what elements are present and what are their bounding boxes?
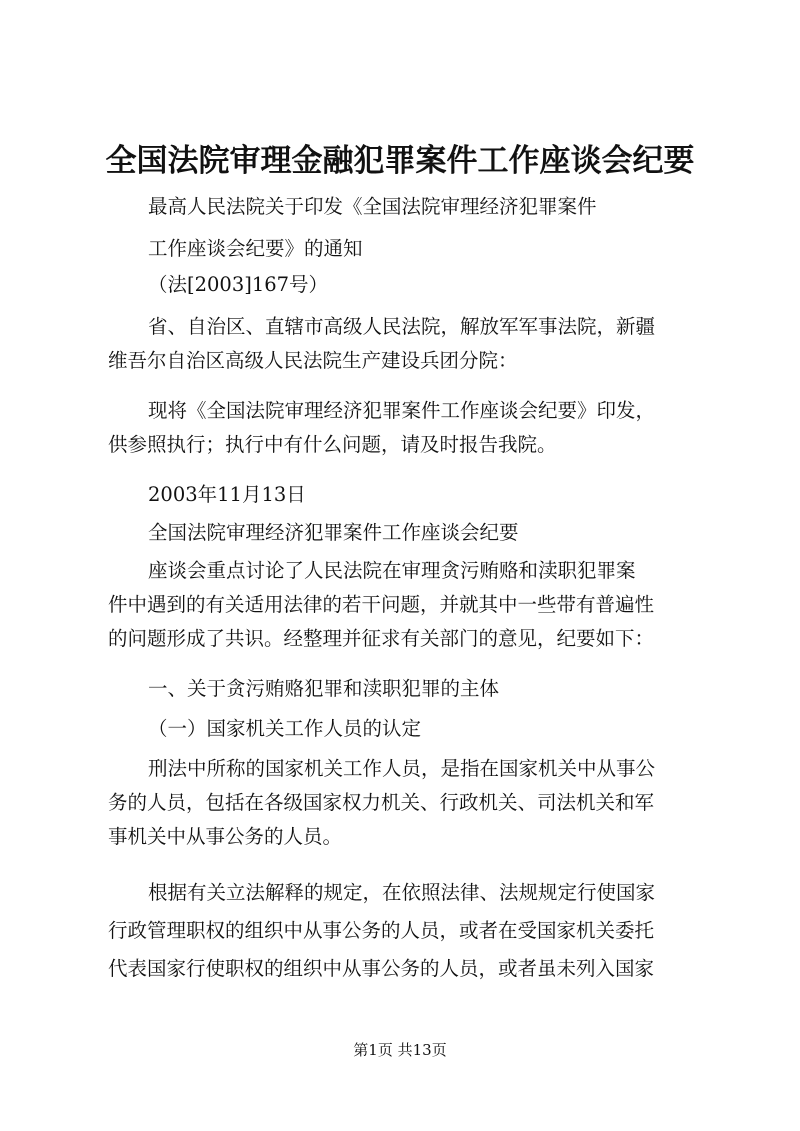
notice-line-2: 工作座谈会纪要》的通知 (148, 237, 363, 260)
body-paragraph-1 (108, 394, 708, 462)
subsection-1-title: （一）国家机关工作人员的认定 (148, 717, 422, 740)
body4-line-2: 行政管理职权的组织中从事公务的人员，或者在受国家机关委托 (108, 919, 655, 942)
body3-line-1: 刑法中所称的国家机关工作人员，是指在国家机关中从事公 (148, 757, 656, 780)
document-date: 2003年11月13日 (148, 483, 306, 506)
section-1-title: 一、关于贪污贿赂犯罪和渎职犯罪的主体 (148, 677, 500, 700)
notice-line-1: 最高人民法院关于印发《全国法院审理经济犯罪案件 (148, 195, 597, 218)
doc-number: （法[2003]167号） (148, 273, 329, 296)
body1-line-1: 现将《全国法院审理经济犯罪案件工作座谈会纪要》印发， (148, 399, 656, 422)
notice-paragraph (108, 190, 708, 266)
date-paragraph (108, 478, 708, 512)
subsection-heading-1 (108, 712, 708, 746)
document-subtitle: 全国法院审理经济犯罪案件工作座谈会纪要 (148, 521, 519, 544)
document-title: 全国法院审理金融犯罪案件工作座谈会纪要 (105, 143, 695, 179)
section-heading-1 (108, 672, 708, 706)
addressee-line-2: 维吾尔自治区高级人民法院生产建设兵团分院： (108, 349, 518, 372)
body2-line-1: 座谈会重点讨论了人民法院在审理贪污贿赂和渎职犯罪案 (148, 559, 636, 582)
body-paragraph-4 (108, 876, 708, 986)
page-indicator: 第1页 共13页 (353, 1041, 447, 1059)
subtitle-paragraph (108, 516, 708, 550)
addressee-paragraph (108, 310, 708, 378)
addressee-line-1: 省、自治区、直辖市高级人民法院，解放军军事法院，新疆 (148, 315, 656, 338)
body4-line-1: 根据有关立法解释的规定，在依照法律、法规规定行使国家 (148, 881, 656, 904)
body3-line-2: 务的人员，包括在各级国家权力机关、行政机关、司法机关和军 (108, 791, 655, 814)
body2-line-3: 的问题形成了共识。经整理并征求有关部门的意见，纪要如下： (108, 627, 655, 650)
body-paragraph-3 (108, 752, 708, 854)
body4-line-3: 代表国家行使职权的组织中从事公务的人员，或者虽未列入国家 (108, 957, 655, 980)
doc-number-paragraph (108, 268, 708, 302)
body3-line-3: 事机关中从事公务的人员。 (108, 825, 343, 848)
body2-line-2: 件中遇到的有关适用法律的若干问题，并就其中一些带有普遍性 (108, 593, 655, 616)
body-paragraph-2 (108, 554, 708, 656)
body1-line-2: 供参照执行；执行中有什么问题，请及时报告我院。 (108, 433, 557, 456)
